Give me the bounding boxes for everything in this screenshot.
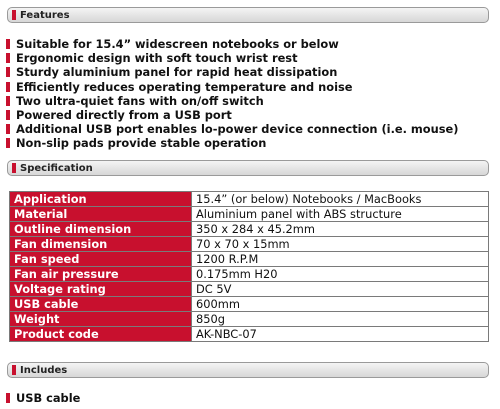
includes-item xyxy=(6,391,80,405)
bullet-marker xyxy=(6,67,10,77)
table-row xyxy=(10,192,489,207)
feature-text: Sturdy aluminium panel for rapid heat dissipation xyxy=(16,65,338,80)
specification-table xyxy=(9,191,489,342)
feature-item xyxy=(6,108,458,122)
feature-text: Suitable for 15.4” widescreen notebooks or below xyxy=(16,37,339,52)
table-row xyxy=(10,282,489,297)
features-header xyxy=(7,7,489,23)
spec-value: DC 5V xyxy=(192,282,489,297)
spec-label: Fan dimension xyxy=(10,237,192,252)
header-accent-bar xyxy=(12,163,16,173)
bullet-marker xyxy=(6,110,10,120)
feature-item xyxy=(6,136,458,150)
feature-text: Ergonomic design with soft touch wrist rest xyxy=(16,51,298,66)
spec-label: Weight xyxy=(10,312,192,327)
bullet-marker xyxy=(6,53,10,63)
feature-text: Non-slip pads provide stable operation xyxy=(16,136,267,151)
spec-label: Product code xyxy=(10,327,192,342)
table-row xyxy=(10,327,489,342)
feature-item xyxy=(6,65,458,79)
feature-text: Two ultra-quiet fans with on/off switch xyxy=(16,93,264,108)
includes-header-title: Includes xyxy=(20,364,68,376)
features-list xyxy=(6,37,458,151)
spec-label: Fan air pressure xyxy=(10,267,192,282)
spec-value: 0.175mm H20 xyxy=(192,267,489,282)
specification-header-title: Specification xyxy=(20,162,93,174)
spec-value: 15.4” (or below) Notebooks / MacBooks xyxy=(192,192,489,207)
table-row xyxy=(10,252,489,267)
bullet-marker xyxy=(6,124,10,134)
feature-item xyxy=(6,37,458,51)
spec-value: 600mm xyxy=(192,297,489,312)
specification-header xyxy=(7,160,489,176)
table-row xyxy=(10,297,489,312)
feature-item xyxy=(6,80,458,94)
spec-label: Voltage rating xyxy=(10,282,192,297)
spec-label: Application xyxy=(10,192,192,207)
feature-text: Additional USB port enables lo-power device connection (i.e. mouse) xyxy=(16,122,459,137)
features-header-title: Features xyxy=(20,9,70,21)
spec-value: AK-NBC-07 xyxy=(192,327,489,342)
feature-text: Efficiently reduces operating temperature and noise xyxy=(16,79,353,94)
bullet-marker xyxy=(6,39,10,49)
spec-label: Fan speed xyxy=(10,252,192,267)
feature-text: Powered directly from a USB port xyxy=(16,108,232,123)
spec-value: 350 x 284 x 45.2mm xyxy=(192,222,489,237)
table-row xyxy=(10,207,489,222)
spec-label: USB cable xyxy=(10,297,192,312)
spec-value: 70 x 70 x 15mm xyxy=(192,237,489,252)
table-row xyxy=(10,312,489,327)
feature-item xyxy=(6,122,458,136)
table-row xyxy=(10,237,489,252)
spec-label: Material xyxy=(10,207,192,222)
spec-label: Outline dimension xyxy=(10,222,192,237)
feature-item xyxy=(6,94,458,108)
feature-item xyxy=(6,51,458,65)
spec-value: Aluminium panel with ABS structure xyxy=(192,207,489,222)
header-accent-bar xyxy=(12,365,16,375)
spec-value: 850g xyxy=(192,312,489,327)
table-row xyxy=(10,267,489,282)
bullet-marker xyxy=(6,82,10,92)
bullet-marker xyxy=(6,138,10,148)
bullet-marker xyxy=(6,96,10,106)
spec-value: 1200 R.P.M xyxy=(192,252,489,267)
includes-header xyxy=(7,362,489,378)
table-row xyxy=(10,222,489,237)
header-accent-bar xyxy=(12,10,16,20)
includes-text: USB cable xyxy=(16,391,81,405)
bullet-marker xyxy=(6,393,10,403)
